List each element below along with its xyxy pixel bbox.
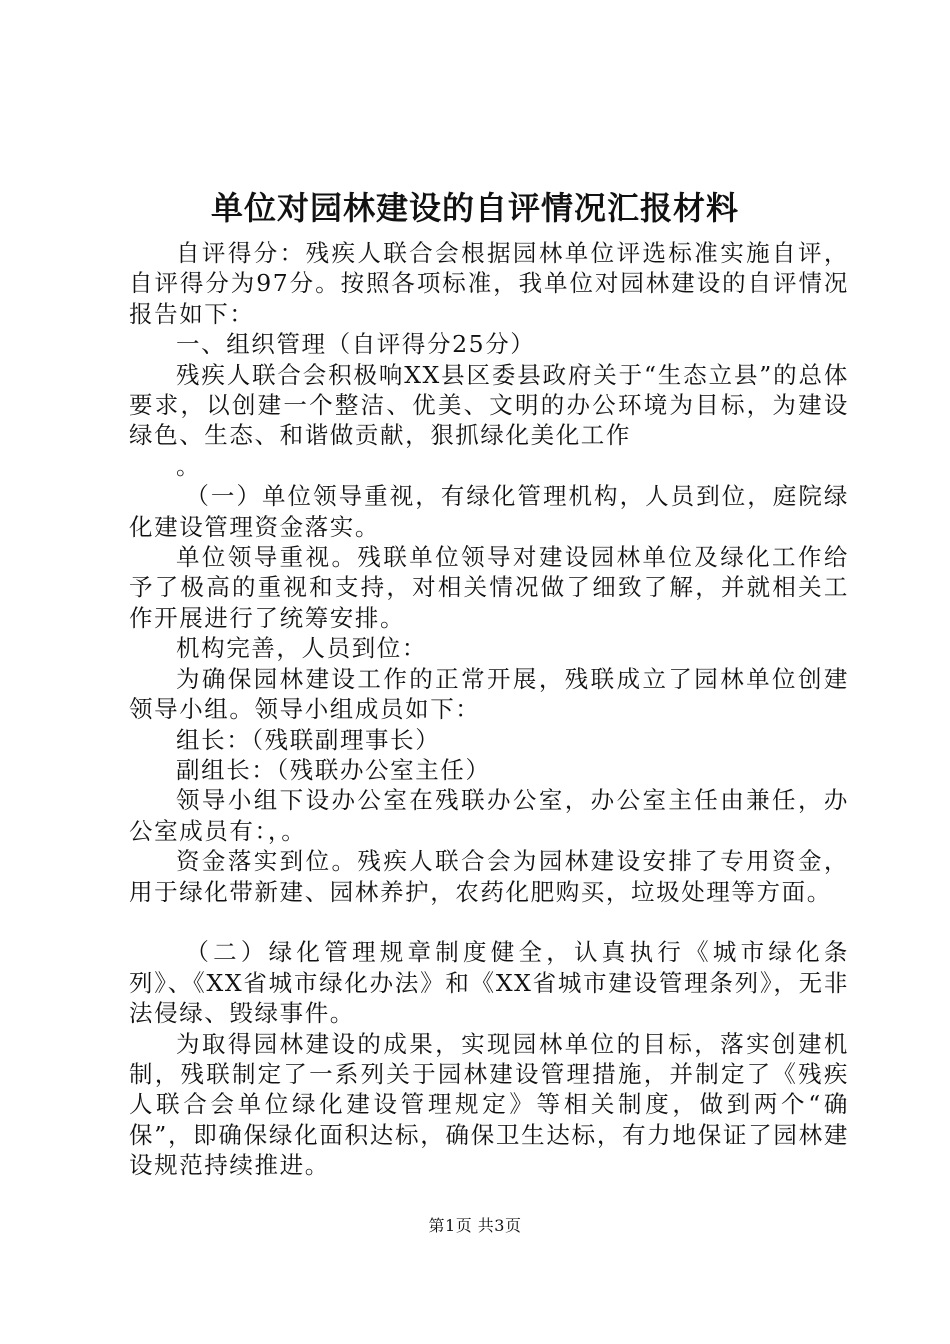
page-footer: 第1页 共3页 (428, 1216, 522, 1235)
paragraph-self-score: 自评得分：残疾人联合会根据园林单位评选标准实施自评，自评得分为97分。按照各项标准，我单位对园林建设的自评情况报告如下： (129, 239, 849, 328)
paragraph-leading-group: 为确保园林建设工作的正常开展，残联成立了园林单位创建领导小组。领导小组成员如下： (129, 664, 849, 724)
heading-section-two: （二）绿化管理规章制度健全，认真执行《城市绿化条列》、《XX省城市绿化办法》和《XX省城市建设管理条列》，无非法侵绿、毁绿事件。 (129, 938, 849, 1028)
heading-section-one: （一）单位领导重视，有绿化管理机构，人员到位，庭院绿化建设管理资金落实。 (129, 482, 849, 541)
paragraph-period: 。 (176, 451, 202, 480)
paragraph-organization: 机构完善，人员到位： (176, 634, 427, 663)
paragraph-funding: 资金落实到位。残疾人联合会为园林建设安排了专用资金，用于绿化带新建、园林养护，农药化肥购买，垃圾处理等方面。 (129, 847, 849, 906)
paragraph-overall-requirement: 残疾人联合会积极响XX县区委县政府关于“生态立县”的总体要求，以创建一个整洁、优美、文明的办公环境为目标，为建设绿色、生态、和谐做贡献，狠抓绿化美化工作 (129, 360, 849, 450)
paragraph-regulations: 为取得园林建设的成果，实现园林单位的目标，落实创建机制，残联制定了一系列关于园林建设管理措施，并制定了《残疾人联合会单位绿化建设管理规定》等相关制度，做到两个“确保”，即确保绿化面积达标，确保卫生达标，有力地保证了园林建设规范持续推进。 (129, 1029, 849, 1180)
document-title: 单位对园林建设的自评情况汇报材料 (210, 189, 739, 227)
paragraph-spacer (129, 907, 849, 937)
paragraph-office: 领导小组下设办公室在残联办公室，办公室主任由兼任，办公室成员有：，。 (129, 786, 849, 845)
document-body (129, 238, 849, 1181)
paragraph-deputy-leader: 副组长：（残联办公室主任） (176, 755, 491, 784)
paragraph-leadership: 单位领导重视。残联单位领导对建设园林单位及绿化工作给予了极高的重视和支持，对相关情况做了细致了解，并就相关工作开展进行了统筹安排。 (129, 543, 849, 632)
heading-organization-management: 一、组织管理（自评得分25分） (176, 330, 536, 359)
paragraph-group-leader: 组长：（残联副理事长） (176, 725, 441, 754)
